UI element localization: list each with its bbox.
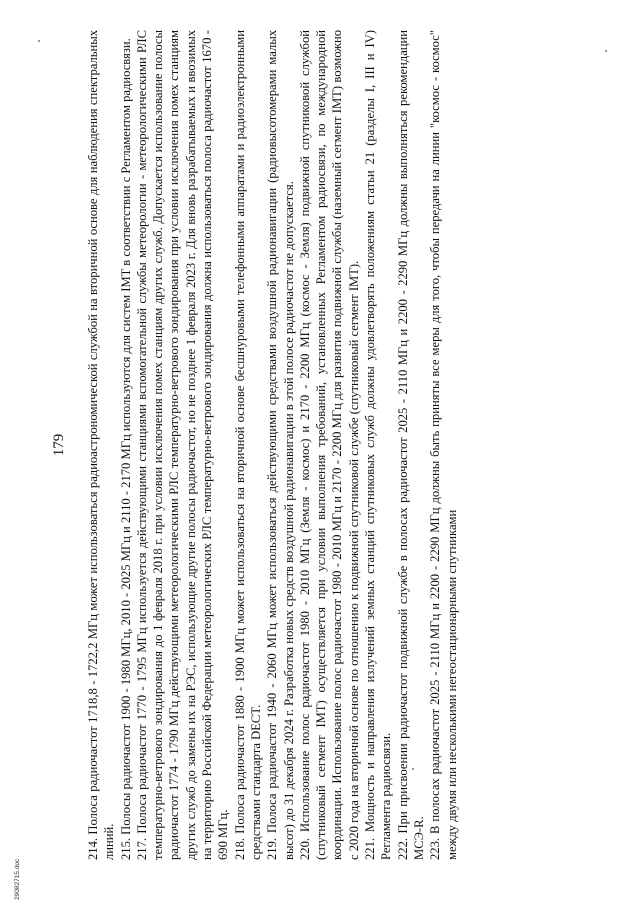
document-body — [85, 30, 460, 860]
paragraph-217: 217. Полоса радиочастот 1770 - 1795 МГц используется действующими станциями вспомогательной службы метеорологии - метеорологическими РЛС температурно-ветрового зондирования до 1 февраля 2018 г. при условии исключения помех станциям других служб. Допускается использование полосы радиочастот 1774 - 1790 МГц действующими метеорологическими РЛС температурно-ветрового зондирования при условии исключения помех станциям других служб до замены их на РЭС, использующие другие полосы радиочастот, но не позднее 1 февраля 2023 г. Для вновь разрабатываемых и ввозимых на территорию Российской Федерации метеорологических РЛС температурно-ветрового зондирования должна использоваться полоса радиочастот 1670 - 690 МГц. — [134, 30, 231, 860]
paragraph-215: 215. Полосы радиочастот 1900 - 1980 МГц, 2010 - 2025 МГц и 2110 - 2170 МГц используются для систем IMT в соответствии с Регламентом радиосвязи. — [118, 38, 133, 860]
paragraph-221: 221. Мощность и направления излучений земных станций спутниковых служб должны удовлетворять положениям статьи 21 (разделы I, III и IV) Регламента радиосвязи. — [363, 30, 394, 860]
paragraph-223: 223. В полосах радиочастот 2025 - 2110 МГц и 2200 - 2290 МГц должны быть приняты все меры для того, чтобы передачи на линии "космос - космос" между двумя или несколькими негеостационарными спутниками — [428, 30, 459, 860]
footer-doc-id: 29082715.doc — [14, 858, 21, 900]
paragraph-218: 218. Полоса радиочастот 1880 - 1900 МГц может использоваться на вторичной основе бесшнуровыми телефонными аппаратами и радиоэлектронными средствами стандарта DECT. — [232, 30, 263, 860]
paragraph-220: 220. Использование полос радиочастот 1980 - 2010 МГц (Земля - космос) и 2170 - 2200 МГц (космос - Земля) подвижной спутниковой службой (спутниковый сегмент IMT) осуществляется при условии выполнения требований, установленных Регламентом радиосвязи, по международной координации. Использование полос радиочастот 1980 - 2010 МГц и 2170 - 2200 МГц для развития подвижной службы (наземный сегмент IMT) возможно с 2020 года на вторичной основе по отношению к подвижной спутниковой службе (спутниковый сегмент IMT). — [297, 30, 361, 860]
paragraph-219: 219. Полоса радиочастот 1940 - 2060 МГц может использоваться действующими средствами воздушной радионавигации (радиовысотомерами малых высот) до 31 декабря 2024 г. Разработка новых средств воздушной радионавигации в этой полосе радиочастот не допускается. — [265, 30, 296, 860]
paragraph-222: 222. При присвоении радиочастот подвижной службе в полосах радиочастот 2025 - 2110 МГц и 2200 - 2290 МГц должны выполняться рекомендации МСЭ-R. — [395, 30, 426, 860]
scan-speck — [412, 768, 414, 770]
paragraph-214: 214. Полоса радиочастот 1718,8 - 1722,2 МГц может использоваться радиоастрономической службой на вторичной основе для наблюдения спектральных линий. — [86, 30, 117, 860]
scan-speck — [605, 50, 607, 52]
scan-speck — [38, 40, 40, 42]
page-number: 179 — [51, 433, 67, 457]
